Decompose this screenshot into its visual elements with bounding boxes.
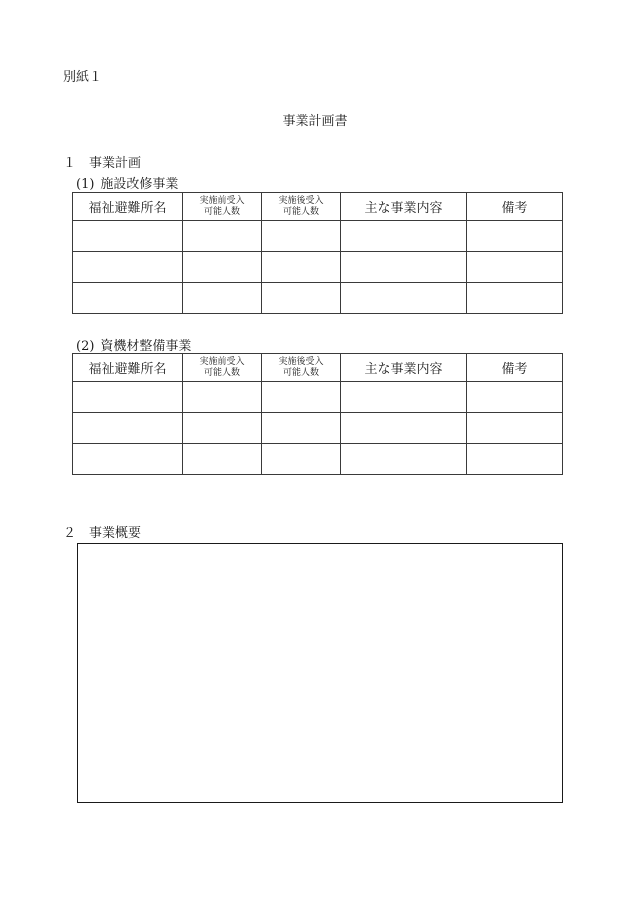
column-header-capacity-before-line2: 可能人数 [203,367,240,378]
column-header-capacity-before [183,193,262,221]
table-cell[interactable] [183,221,262,252]
column-header-facility-name: 福祉避難所名 [73,193,183,221]
table-cell[interactable] [467,283,563,314]
table-row [73,221,563,252]
table-cell[interactable] [262,283,341,314]
table-cell[interactable] [341,382,467,413]
document-title: 事業計画書 [282,114,348,129]
table-header-row [73,354,563,382]
table-cell[interactable] [183,382,262,413]
table-cell[interactable] [73,382,183,413]
column-header-capacity-before-line1: 実施前受入 [199,356,245,367]
column-header-remarks: 備考 [467,354,563,382]
table-row [73,252,563,283]
table-cell[interactable] [73,444,183,475]
table-cell[interactable] [467,382,563,413]
attachment-label: 別紙１ [63,70,103,85]
table-cell[interactable] [341,413,467,444]
column-header-capacity-after-line2: 可能人数 [282,206,319,217]
column-header-capacity-before-line1: 実施前受入 [199,195,245,206]
section-2-heading [63,522,141,541]
column-header-capacity-after-line2: 可能人数 [282,367,319,378]
project-summary-box[interactable] [77,543,563,803]
table-cell[interactable] [341,444,467,475]
column-header-main-content: 主な事業内容 [341,193,467,221]
facility-renovation-table [72,192,563,314]
table-header-row [73,193,563,221]
table-cell[interactable] [73,283,183,314]
table-cell[interactable] [73,252,183,283]
table-cell[interactable] [262,382,341,413]
column-header-remarks: 備考 [467,193,563,221]
table-row [73,413,563,444]
table-cell[interactable] [467,221,563,252]
column-header-capacity-after-line1: 実施後受入 [278,195,324,206]
table-cell[interactable] [467,413,563,444]
table-cell[interactable] [262,444,341,475]
table-cell[interactable] [183,413,262,444]
table-cell[interactable] [341,221,467,252]
column-header-facility-name: 福祉避難所名 [73,354,183,382]
table-cell[interactable] [262,252,341,283]
equipment-procurement-table [72,353,563,475]
column-header-capacity-after-line1: 実施後受入 [278,356,324,367]
table-cell[interactable] [341,252,467,283]
column-header-capacity-before [183,354,262,382]
column-header-main-content: 主な事業内容 [341,354,467,382]
table-cell[interactable] [262,413,341,444]
table-cell[interactable] [467,444,563,475]
table-row [73,382,563,413]
section-1-number: １ [63,156,77,171]
table-cell[interactable] [467,252,563,283]
subsection-2-number: (2) [76,339,95,354]
subsection-2-heading [76,335,191,354]
table-cell[interactable] [183,444,262,475]
table-cell[interactable] [262,221,341,252]
subsection-1-number: (1) [76,177,95,192]
subsection-2-title: 資機材整備事業 [100,339,192,354]
table-cell[interactable] [183,283,262,314]
table-cell[interactable] [183,252,262,283]
column-header-capacity-after [262,354,341,382]
table-row [73,444,563,475]
subsection-1-title: 施設改修事業 [100,177,179,192]
table-cell[interactable] [341,283,467,314]
section-2-number: ２ [63,526,77,541]
column-header-capacity-before-line2: 可能人数 [203,206,240,217]
table-row [73,283,563,314]
column-header-capacity-after [262,193,341,221]
subsection-1-heading [76,173,178,192]
section-1-title: 事業計画 [89,156,142,171]
section-2-title: 事業概要 [89,526,142,541]
table-cell[interactable] [73,413,183,444]
section-1-heading [63,152,141,171]
table-cell[interactable] [73,221,183,252]
